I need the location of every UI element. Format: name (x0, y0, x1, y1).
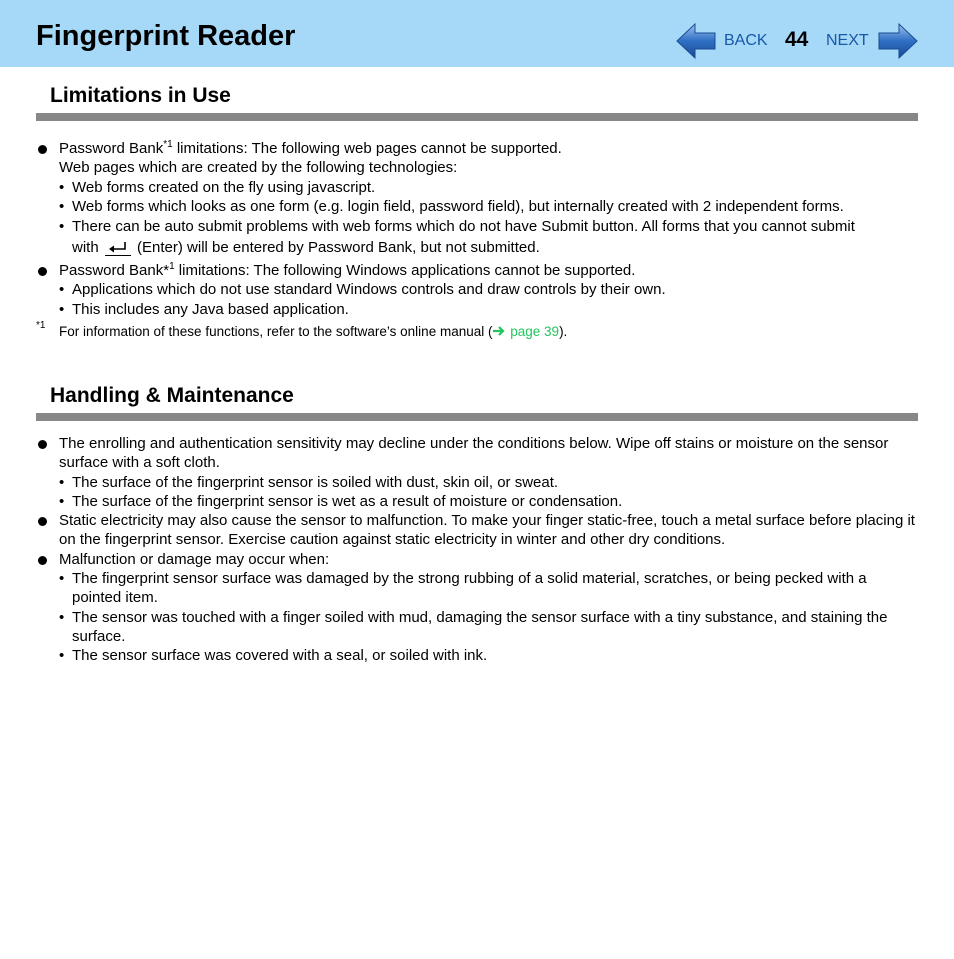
bullet-icon (38, 145, 47, 154)
page-title: Fingerprint Reader (36, 20, 296, 52)
list-item: Password Bank*$^1$ limitations: The following Windows applications cannot be supported. (36, 261, 918, 280)
sub-list-item: • The sensor was touched with a finger soiled with mud, damaging the sensor surface with a tiny substance, and staining the surface. (59, 608, 888, 645)
footnote-ref: *1 (163, 139, 173, 150)
sub-list-item: • The sensor surface was covered with a seal, or soiled with ink. (59, 647, 488, 665)
sub-list-item: • The surface of the fingerprint sensor is wet as a result of moisture or condensation. (59, 492, 623, 510)
next-button[interactable]: NEXT (826, 32, 869, 49)
sub-list-item: • This includes any Java based application. (59, 300, 349, 318)
list-item: The enrolling and authentication sensitivity may decline under the conditions below. Wipe off stains or moisture on the sensor surface with a soft cloth. (36, 434, 918, 473)
sub-list-item: • The surface of the fingerprint sensor is soiled with dust, skin oil, or sweat. (59, 473, 559, 491)
page-39-link[interactable]: page 39 (510, 324, 560, 340)
next-arrow-icon[interactable] (877, 22, 919, 60)
back-button[interactable]: BACK (724, 32, 768, 49)
bullet-icon (38, 267, 47, 276)
bullet-icon (38, 440, 47, 449)
footnote: *1 For information of these functions, refer to the software’s online manual ( page 39). (36, 320, 568, 340)
handling-list (36, 434, 918, 666)
bullet-icon (38, 556, 47, 565)
section-divider (36, 113, 918, 121)
sub-list-item: • The fingerprint sensor surface was damaged by the strong rubbing of a solid material, scratches, or being pecked with a pointed item. (59, 570, 867, 607)
sub-list-item: • There can be auto submit problems with web forms which do not have Submit button. All forms that you cannot submit with (Enter) will be entered by Password Bank, but not submitted. (59, 218, 855, 257)
section-title-handling: Handling & Maintenance (50, 384, 294, 407)
arrow-right-icon (492, 325, 506, 337)
sub-list-item: • Web forms created on the fly using javascript. (59, 178, 376, 196)
section-title-limitations: Limitations in Use (50, 84, 231, 107)
list-item: Malfunction or damage may occur when: (36, 550, 918, 569)
sub-list-item: • Applications which do not use standard Windows controls and draw controls by their own. (59, 281, 666, 299)
section-divider (36, 413, 918, 421)
bullet-icon (38, 517, 47, 526)
page-number: 44 (785, 28, 809, 51)
enter-key-icon (105, 240, 131, 256)
header-bar (0, 0, 954, 67)
sub-list-item: • Web forms which looks as one form (e.g. login field, password field), but internally created with 2 independent forms. (59, 197, 844, 215)
footnote-ref: 1 (169, 261, 175, 273)
limitations-list (36, 139, 918, 341)
list-item: Password Bank$^{*1}$ limitations: The following web pages cannot be supported. Web pages which are created by the following technologies: (36, 139, 918, 178)
back-arrow-icon[interactable] (675, 22, 717, 60)
list-item: Static electricity may also cause the sensor to malfunction. To make your finger static-free, touch a metal surface before placing it on the fingerprint sensor. Exercise caution against static electricity in winter and other dry conditions. (36, 511, 918, 550)
